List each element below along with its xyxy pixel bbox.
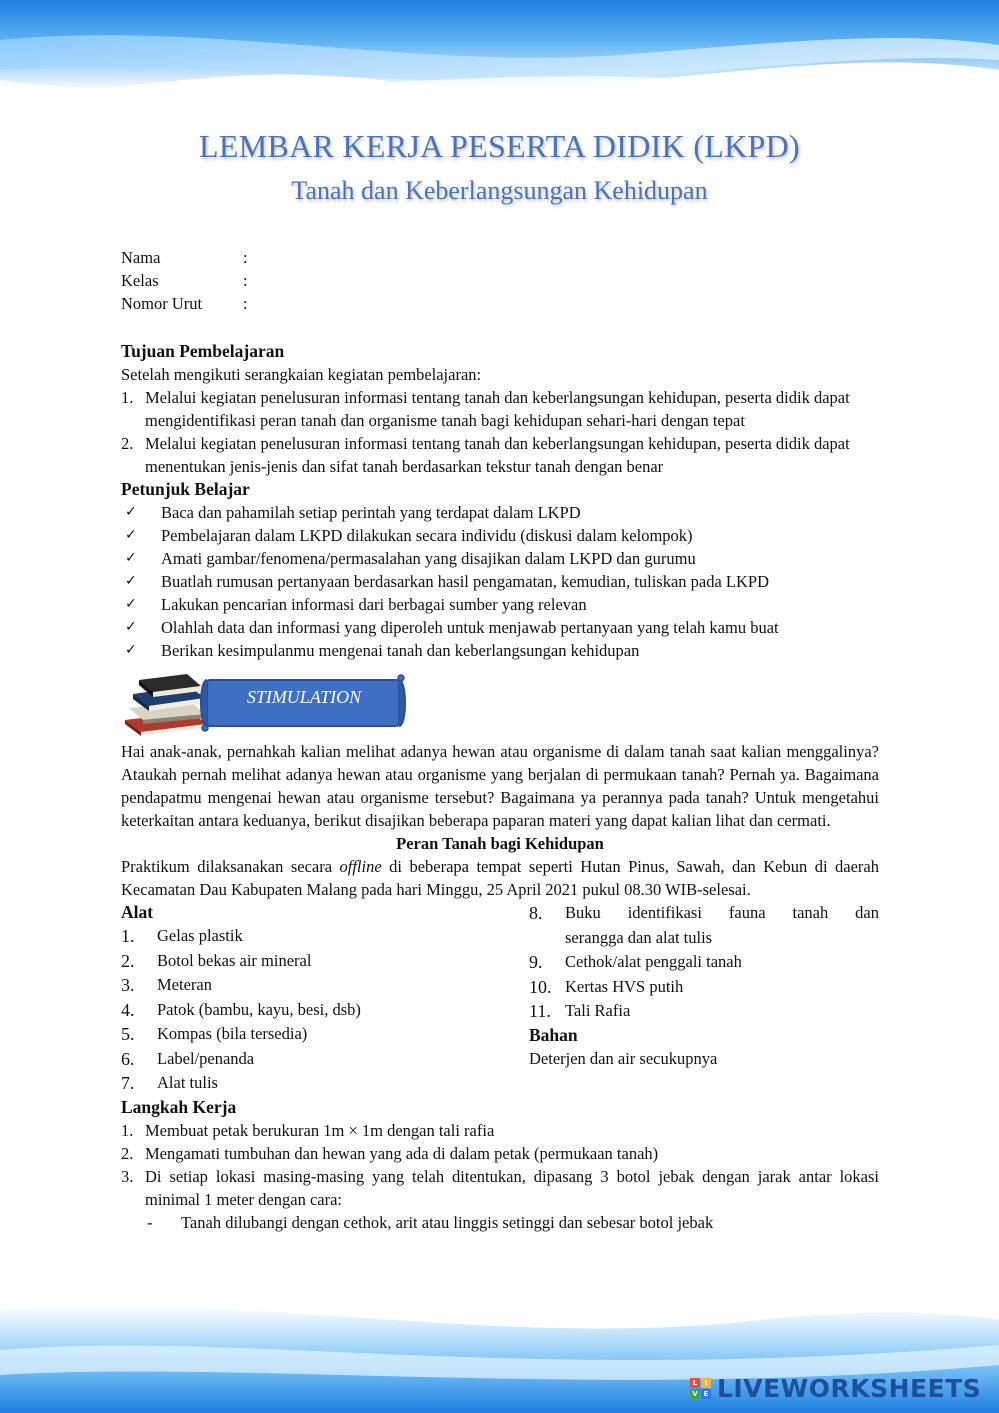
list-item [121, 570, 879, 593]
list-item [121, 432, 879, 478]
liveworksheets-wordmark: LIVEWORKSHEETS [717, 1373, 982, 1403]
list-text: Di setiap lokasi masing-masing yang telah ditentukan, dipasang 3 botol jebak dengan jarak antar lokasi minimal 1 meter dengan cara: [145, 1166, 879, 1209]
alat-heading: Alat [121, 902, 154, 922]
stimulation-banner [121, 672, 879, 740]
list-text: Botol bekas air mineral [157, 950, 312, 970]
alat-bahan-columns [121, 901, 879, 1096]
list-number: 2. [121, 950, 135, 971]
list-text: Meteran [157, 975, 212, 994]
top-wave-decoration [0, 0, 999, 130]
petunjuk-heading: Petunjuk Belajar [121, 479, 250, 499]
list-item [529, 950, 879, 975]
list-text: Alat tulis [157, 1073, 218, 1092]
list-text: Melalui kegiatan penelusuran informasi tentang tanah dan keberlangsungan kehidupan, peserta didik dapat mengidentifikasi peran tanah dan organisme tanah bagi kehidupan sehari-hari dengan tepat [145, 388, 850, 430]
list-number: 3. [121, 975, 135, 995]
peran-text-start: Praktikum dilaksanakan secara [121, 857, 340, 876]
list-item [121, 1119, 879, 1142]
list-text: Berikan kesimpulanmu mengenai tanah dan keberlangsungan kehidupan [161, 641, 640, 660]
identity-separator: : [243, 294, 248, 313]
list-text: Cethok/alat penggali tanah [565, 952, 742, 971]
bahan-text: Deterjen dan air secukupnya [529, 1048, 718, 1068]
list-item [121, 547, 879, 570]
list-text: Mengamati tumbuhan dan hewan yang ada di dalam petak (permukaan tanah) [145, 1143, 659, 1163]
peran-paragraph [121, 855, 879, 901]
identity-row-nama [121, 246, 879, 269]
list-text: Olahlah data dan informasi yang diperoleh untuk menjawab pertanyaan yang telah kamu buat [161, 618, 779, 637]
logo-letter: V [690, 1389, 700, 1399]
list-number: 9. [529, 952, 543, 972]
tujuan-list [121, 386, 879, 478]
page-subtitle: Tanah dan Keberlangsungan Kehidupan [291, 176, 708, 205]
list-number: 1. [121, 926, 135, 946]
list-text: Label/penanda [157, 1048, 255, 1068]
page-title: LEMBAR KERJA PESERTA DIDIK (LKPD) [199, 128, 800, 164]
check-icon: ✓ [125, 642, 137, 658]
check-icon: ✓ [125, 573, 137, 589]
check-icon: ✓ [125, 550, 137, 566]
list-number: 1. [121, 1120, 134, 1140]
langkah-subitem [121, 1211, 879, 1234]
logo-letter: E [701, 1389, 711, 1399]
list-text: Melalui kegiatan penelusuran informasi tentang tanah dan keberlangsungan kehidupan, peserta didik dapat menentukan jenis-jenis dan sifat tanah berdasarkan tekstur tanah dengan benar [145, 434, 850, 476]
check-icon: ✓ [125, 527, 137, 543]
list-number: 1. [121, 388, 134, 407]
list-item [121, 593, 879, 616]
identity-row-kelas [121, 269, 879, 292]
petunjuk-list [121, 501, 879, 662]
list-text: Amati gambar/fenomena/permasalahan yang disajikan dalam LKPD dan gurumu [161, 549, 696, 568]
identity-block [121, 246, 879, 315]
alat-column-left [121, 901, 529, 1096]
list-number: 5. [121, 1024, 135, 1044]
list-number: 3. [121, 1166, 134, 1186]
list-text: Lakukan pencarian informasi dari berbagai sumber yang relevan [161, 595, 587, 614]
list-item [121, 386, 879, 432]
list-item [121, 524, 879, 547]
liveworksheets-icon [690, 1378, 711, 1399]
list-item-continuation [529, 926, 879, 951]
list-item [121, 998, 529, 1023]
langkah-list [121, 1119, 879, 1211]
list-text: Buku identifikasi fauna tanah dan [565, 903, 879, 922]
list-item [121, 1047, 529, 1072]
list-item [121, 1165, 879, 1211]
identity-label: Kelas [121, 271, 159, 290]
check-icon: ✓ [125, 619, 137, 635]
list-text: Pembelajaran dalam LKPD dilakukan secara individu (diskusi dalam kelompok) [161, 526, 693, 545]
books-icon [121, 672, 211, 736]
list-item [121, 1022, 529, 1047]
list-number: 7. [121, 1073, 135, 1093]
tujuan-intro: Setelah mengikuti serangkaian kegiatan pembelajaran: [121, 365, 482, 384]
list-number: 2. [121, 434, 134, 453]
list-item [529, 999, 879, 1024]
list-item [529, 901, 879, 926]
list-text: Buatlah rumusan pertanyaan berdasarkan hasil pengamatan, kemudian, tuliskan pada LKPD [161, 572, 770, 591]
list-item [121, 639, 879, 662]
list-text: Kompas (bila tersedia) [157, 1024, 308, 1043]
list-text: Tanah dilubangi dengan cethok, arit atau linggis setinggi dan sebesar botol jebak [181, 1212, 714, 1232]
list-item [121, 924, 529, 949]
list-number: 11. [529, 1001, 551, 1021]
list-number: 2. [121, 1143, 134, 1163]
list-number: 4. [121, 999, 135, 1020]
langkah-heading: Langkah Kerja [121, 1096, 237, 1117]
identity-separator: : [243, 271, 248, 290]
list-item [121, 949, 529, 974]
list-text: Baca dan pahamilah setiap perintah yang terdapat dalam LKPD [161, 503, 581, 522]
bahan-heading: Bahan [529, 1024, 578, 1045]
list-item [121, 1142, 879, 1165]
list-item [121, 616, 879, 639]
worksheet-content [121, 246, 879, 1234]
peran-heading: Peran Tanah bagi Kehidupan [396, 834, 604, 853]
identity-separator: : [243, 248, 248, 267]
check-icon: ✓ [125, 504, 137, 520]
identity-label: Nama [121, 248, 161, 267]
list-text: Kertas HVS putih [565, 976, 684, 996]
alat-column-right [529, 901, 879, 1096]
dash-marker: - [147, 1212, 153, 1232]
list-item [121, 973, 529, 998]
identity-label: Nomor Urut [121, 294, 203, 313]
list-text: Gelas plastik [157, 926, 243, 945]
tujuan-heading: Tujuan Pembelajaran [121, 341, 285, 361]
list-number: 6. [121, 1048, 135, 1069]
list-number: 8. [529, 903, 543, 923]
list-item [121, 501, 879, 524]
list-text: Membuat petak berukuran 1m × 1m dengan tali rafia [145, 1120, 495, 1140]
liveworksheets-logo [690, 1372, 990, 1404]
logo-letter: L [690, 1378, 700, 1388]
list-item [121, 1071, 529, 1096]
peran-text-end: di beberapa tempat seperti Hutan Pinus, Sawah, dan Kebun di daerah Kecamatan Dau Kabupaten Malang pada hari Minggu, 25 April 2021 pukul 08.30 WIB-selesai. [121, 857, 879, 899]
stimulation-label: STIMULATION [246, 687, 362, 707]
logo-letter: I [701, 1378, 711, 1388]
list-item [529, 975, 879, 1000]
list-number: 10. [529, 976, 552, 997]
list-text: Tali Rafia [565, 1001, 631, 1020]
identity-row-nomor-urut [121, 292, 879, 315]
list-text: serangga dan alat tulis [565, 927, 713, 947]
check-icon: ✓ [125, 596, 137, 612]
stimulation-paragraph: Hai anak-anak, pernahkah kalian melihat adanya hewan atau organisme di dalam tanah saat kalian menggalinya? Ataukah pernah melihat adanya hewan atau organisme yang berjalan di permukaan tanah? Pernah ya. Bagaimana pendapatmu mengenai hewan atau organisme tersebut? Bagaimana ya perannya pada tanah? Untuk mengetahui keterkaitan antara keduanya, berikut disajikan beberapa paparan materi yang dapat kalian lihat dan cermati. [121, 742, 879, 830]
list-text: Patok (bambu, kayu, besi, dsb) [157, 999, 361, 1019]
peran-text-italic: offline [339, 857, 382, 876]
